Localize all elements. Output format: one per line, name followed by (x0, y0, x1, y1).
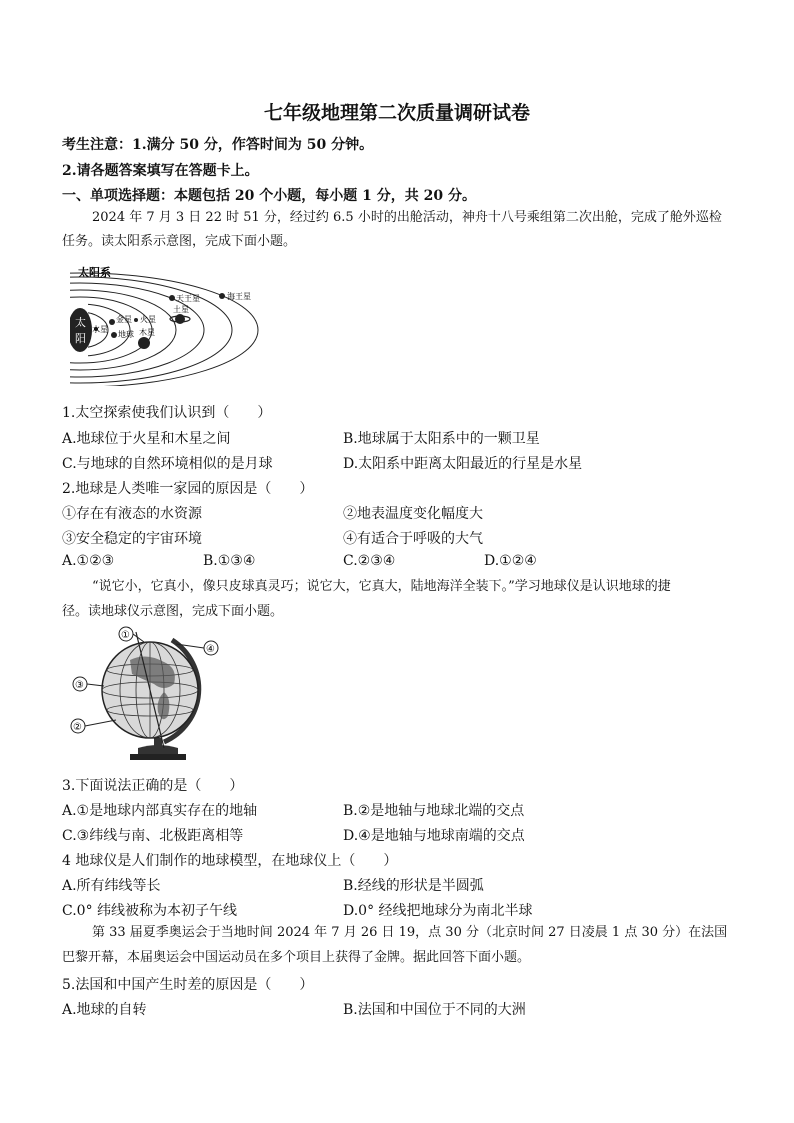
globe-label-1: ① (121, 630, 130, 641)
q1-option-c: C.与地球的自然环境相似的是月球 (62, 456, 273, 472)
q3-option-c: C.③纬线与南、北极距离相等 (62, 828, 244, 844)
q2-option-b: B.①③④ (203, 553, 256, 569)
q1-option-d: D.太阳系中距离太阳最近的行星是水星 (343, 456, 583, 472)
earth-icon (111, 332, 117, 338)
intro-2-line-2: 径。读地球仪示意图，完成下面小题。 (62, 604, 284, 619)
neptune-label: 海王星 (227, 292, 251, 301)
intro-1-line-1: 2024 年 7 月 3 日 22 时 51 分，经过约 6.5 小时的出舱活动，神舟十八号乘组第二次出舱，完成了舱外巡检 (92, 210, 722, 225)
intro-3-line-2: 巴黎开幕，本届奥运会中国运动员在多个项目上获得了金牌。据此回答下面小题。 (62, 950, 531, 965)
q4-option-a: A.所有纬线等长 (62, 878, 161, 894)
section-1-heading: 一、单项选择题：本题包括 20 个小题，每小题 1 分，共 20 分。 (62, 188, 476, 204)
globe-label-2: ② (73, 722, 82, 733)
q2-item-3: ③安全稳定的宇宙环境 (62, 531, 202, 547)
q3-option-b: B.②是地轴与地球北端的交点 (343, 803, 525, 819)
solar-system-figure (70, 260, 270, 386)
q1-option-a: A.地球位于火星和木星之间 (62, 431, 231, 447)
q2-stem: 2.地球是人类唯一家园的原因是（ ） (62, 481, 314, 497)
q4-stem: 4 地球仪是人们制作的地球模型，在地球仪上（ ） (62, 853, 398, 869)
q2-item-4: ④有适合于呼吸的大气 (343, 531, 483, 547)
q4-option-b: B.经线的形状是半圆弧 (343, 878, 484, 894)
q3-option-a: A.①是地球内部真实存在的地轴 (62, 803, 258, 819)
sun-icon (70, 308, 92, 352)
jupiter-icon (138, 337, 150, 349)
venus-label: 金星 (116, 315, 132, 324)
sun-label-2: 阳 (75, 332, 86, 345)
q3-stem: 3.下面说法正确的是（ ） (62, 778, 244, 794)
q3-option-d: D.④是地轴与地球南端的交点 (343, 828, 525, 844)
sun-label-1: 太 (75, 316, 86, 329)
intro-1-line-2: 任务。读太阳系示意图，完成下面小题。 (62, 234, 297, 249)
q5-stem: 5.法国和中国产生时差的原因是（ ） (62, 977, 314, 993)
neptune-icon (219, 293, 225, 299)
earth-label: 地球 (118, 330, 134, 339)
notice-line-1: 考生注意：1.满分 50 分，作答时间为 50 分钟。 (62, 137, 374, 153)
q2-option-d: D.①②④ (484, 553, 537, 569)
mars-label: 火星 (140, 315, 156, 324)
globe-figure (68, 626, 228, 768)
q2-option-a: A.①②③ (62, 553, 115, 569)
venus-icon (109, 319, 115, 325)
q1-option-b: B.地球属于太阳系中的一颗卫星 (343, 431, 540, 447)
q4-option-c: C.0° 纬线被称为本初子午线 (62, 903, 238, 919)
solar-figure-title: 太阳系 (78, 266, 111, 279)
uranus-label: 天王星 (176, 294, 200, 303)
q2-option-c: C.②③④ (343, 553, 396, 569)
q2-item-1: ①存在有液态的水资源 (62, 506, 202, 522)
jupiter-label: 木星 (139, 328, 155, 337)
mercury-label: 水星 (92, 325, 108, 334)
mars-icon (134, 318, 138, 322)
uranus-icon (169, 295, 175, 301)
intro-3-line-1: 第 33 届夏季奥运会于当地时间 2024 年 7 月 26 日 19，点 30 分（北京时间 27 日凌晨 1 点 30 分）在法国 (92, 925, 728, 940)
q1-stem: 1.太空探索使我们认识到（ ） (62, 405, 272, 421)
q5-option-a: A.地球的自转 (62, 1002, 147, 1018)
intro-2-line-1: “说它小，它真小，像只皮球真灵巧；说它大，它真大，陆地海洋全装下。”学习地球仪是认识地球的捷 (92, 579, 671, 594)
notice-line-2: 2.请各题答案填写在答题卡上。 (62, 163, 259, 179)
globe-label-4: ④ (206, 644, 215, 655)
globe-label-3: ③ (75, 680, 84, 691)
q2-item-2: ②地表温度变化幅度大 (343, 506, 483, 522)
page-title: 七年级地理第二次质量调研试卷 (263, 102, 530, 124)
q5-option-b: B.法国和中国位于不同的大洲 (343, 1002, 526, 1018)
q4-option-d: D.0° 经线把地球分为南北半球 (343, 903, 533, 919)
saturn-label: 土星 (173, 305, 189, 314)
